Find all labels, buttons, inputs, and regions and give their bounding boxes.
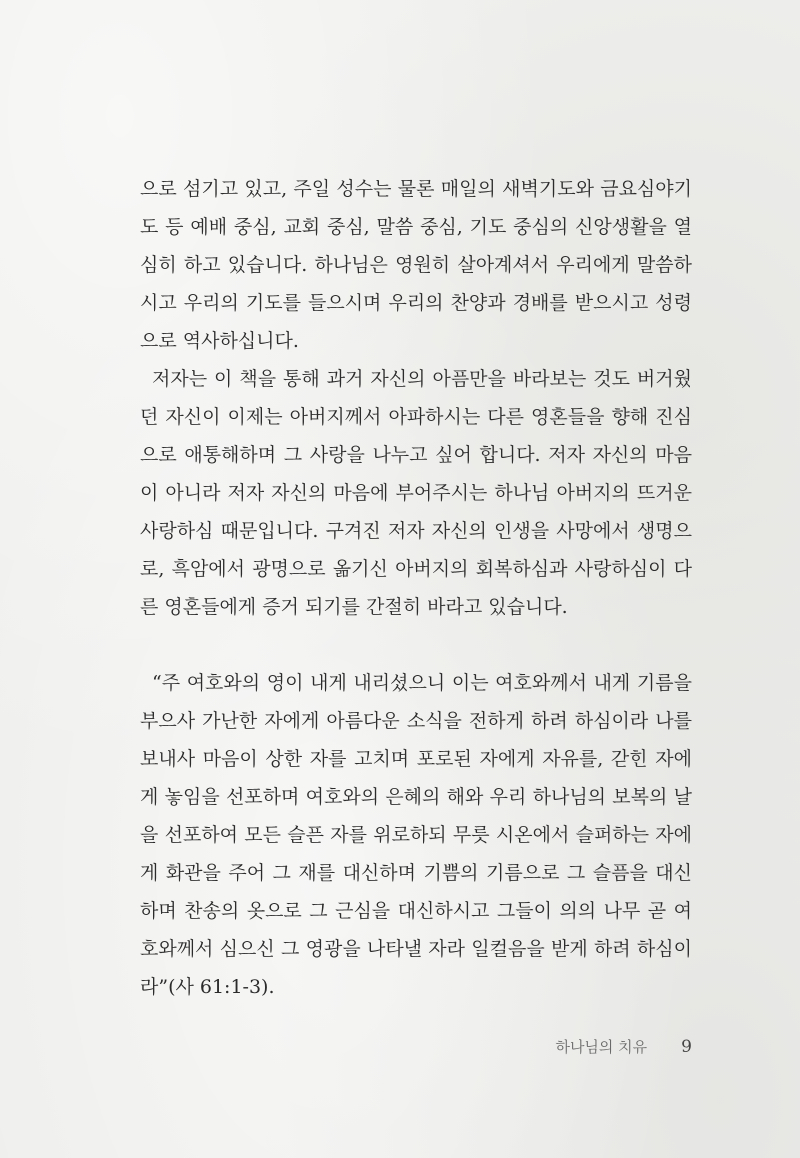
text-line: 라”(사 61:1-3). — [140, 976, 275, 998]
paragraph-worship — [140, 170, 692, 360]
text-line: 으로 역사하십니다. — [140, 330, 299, 352]
text-line: “주 여호와의 영이 내게 내리셨으니 이는 여호와께서 내게 기름을 — [152, 672, 692, 694]
text-line: 부으사 가난한 자에게 아름다운 소식을 전하게 하려 하심이라 나를 — [140, 710, 692, 732]
text-line: 심히 하고 있습니다. 하나님은 영원히 살아계셔서 우리에게 말씀하 — [140, 254, 692, 276]
page-number: 9 — [681, 1037, 692, 1057]
page-body — [140, 170, 692, 1006]
text-line: 보내사 마음이 상한 자를 고치며 포로된 자에게 자유를, 갇힌 자에 — [140, 748, 692, 770]
text-line: 사랑하심 때문입니다. 구겨진 저자 자신의 인생을 사망에서 생명으 — [140, 520, 692, 542]
paragraph-author-purpose — [140, 360, 692, 626]
text-line: 으로 애통해하며 그 사랑을 나누고 싶어 합니다. 저자 자신의 마음 — [140, 444, 692, 466]
text-line: 저자는 이 책을 통해 과거 자신의 아픔만을 바라보는 것도 버거웠 — [152, 368, 692, 390]
text-line: 호와께서 심으신 그 영광을 나타낼 자라 일컬음을 받게 하려 하심이 — [140, 938, 692, 960]
text-line: 게 화관을 주어 그 재를 대신하며 기쁨의 기름으로 그 슬픔을 대신 — [140, 862, 692, 884]
text-line: 로, 흑암에서 광명으로 옮기신 아버지의 회복하심과 사랑하심이 다 — [140, 558, 692, 580]
running-footer — [555, 1036, 692, 1057]
text-line: 이 아니라 저자 자신의 마음에 부어주시는 하나님 아버지의 뜨거운 — [140, 482, 692, 504]
text-line: 하며 찬송의 옷으로 그 근심을 대신하시고 그들이 의의 나무 곧 여 — [140, 900, 692, 922]
text-line: 도 등 예배 중심, 교회 중심, 말씀 중심, 기도 중심의 신앙생활을 열 — [140, 216, 692, 238]
book-title: 하나님의 치유 — [555, 1038, 648, 1056]
text-line: 른 영혼들에게 증거 되기를 간절히 바라고 있습니다. — [140, 596, 568, 618]
text-line: 던 자신이 이제는 아버지께서 아파하시는 다른 영혼들을 향해 진심 — [140, 406, 692, 428]
paragraph-spacer — [140, 626, 692, 664]
text-line: 게 놓임을 선포하며 여호와의 은혜의 해와 우리 하나님의 보복의 날 — [140, 786, 692, 808]
text-line: 을 선포하여 모든 슬픈 자를 위로하되 무릇 시온에서 슬퍼하는 자에 — [140, 824, 692, 846]
paragraph-scripture-quote — [140, 664, 692, 1006]
text-line: 시고 우리의 기도를 들으시며 우리의 찬양과 경배를 받으시고 성령 — [140, 292, 692, 314]
text-line: 으로 섬기고 있고, 주일 성수는 물론 매일의 새벽기도와 금요심야기 — [140, 178, 692, 200]
